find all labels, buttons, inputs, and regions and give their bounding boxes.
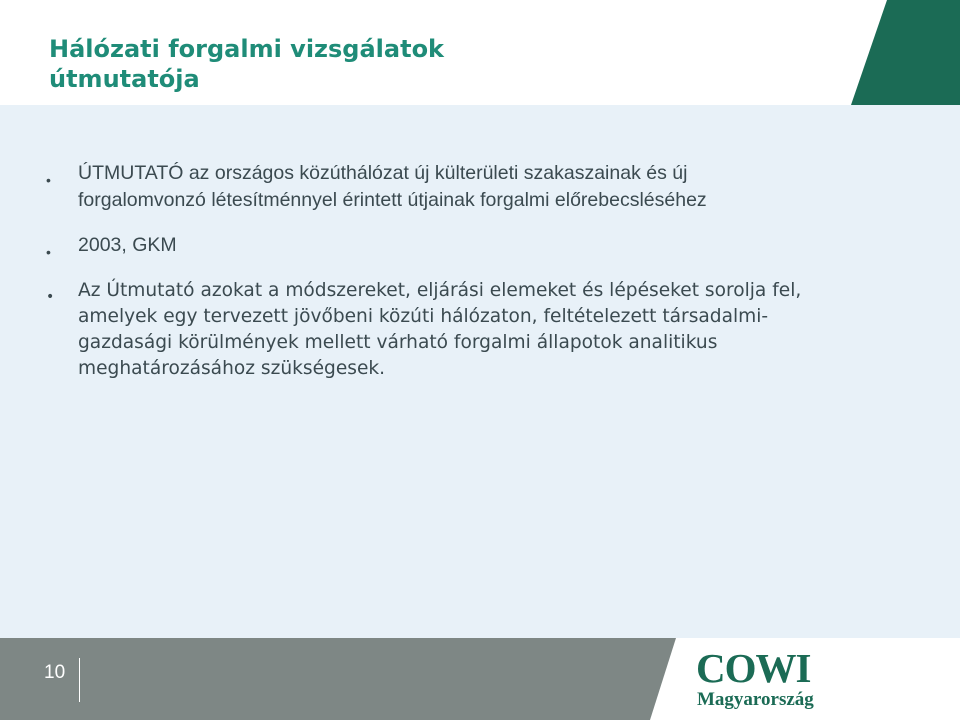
logo-wordmark: COWI — [696, 645, 811, 691]
bullet-item-3 — [40, 278, 820, 382]
bullet-marker: • — [46, 289, 55, 305]
slide-header — [0, 0, 960, 105]
bullet-marker: • — [46, 244, 51, 260]
slide-title — [49, 34, 809, 94]
bullet-text-2: 2003, GKM — [78, 234, 177, 256]
bullet-text-1: ÚTMUTATÓ az országos közúthálózat új külterületi szakaszainak és új forgalomvonzó létesítménnyel érintett útjainak forgalmi előrebecsléséhez — [78, 162, 707, 211]
slide-footer — [0, 638, 960, 720]
logo-subtitle: Magyarország — [697, 689, 814, 710]
bullet-list — [40, 160, 820, 382]
footer-band-shape — [0, 638, 960, 720]
bullet-item-1 — [40, 160, 820, 214]
bullet-text-3: Az Útmutató azokat a módszereket, eljárási elemeket és lépéseket sorolja fel, amelyek egy tervezett jövőbeni közúti hálózaton, feltételezett társadalmi-gazdasági körülmények mellett várható forgalmi állapotok analitikus meghatározásához szükségesek. — [78, 280, 802, 379]
bullet-marker: • — [46, 172, 51, 188]
slide-title-line-2: útmutatója — [49, 65, 200, 93]
cowi-logo — [696, 646, 816, 718]
page-number: 10 — [44, 662, 66, 683]
page-number-divider — [79, 658, 80, 702]
bullet-item-2 — [40, 232, 820, 259]
slide-title-line-1: Hálózati forgalmi vizsgálatok — [49, 35, 445, 63]
